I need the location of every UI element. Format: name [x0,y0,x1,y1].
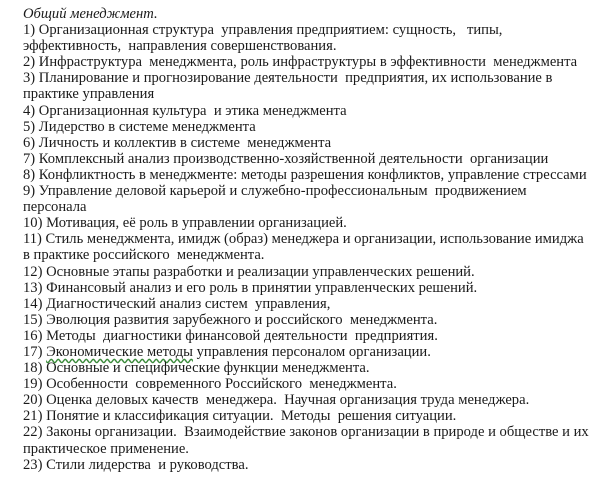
topic-text: 1) Организационная структура управления предприятием: сущность, типы, [23,22,503,39]
topic-text: 2) Инфраструктура менеджмента, роль инфраструктуры в эффективности менеджмента [23,54,578,71]
list-item [23,54,604,70]
list-item [23,457,604,473]
spellcheck-underlined-phrase: Экономические методы [46,343,193,360]
topic-text-continued: в практике российского менеджмента. [23,247,265,264]
list-item [23,344,604,360]
topic-text: 11) Стиль менеджмента, имидж (образ) менеджера и организации, использование имиджа [23,231,584,248]
topic-text: 19) Особенности современного Российского менеджмента. [23,376,397,393]
list-item [23,424,604,440]
list-item [23,103,604,119]
topic-text: 20) Оценка деловых качеств менеджера. Научная организация труда менеджера. [23,392,530,409]
list-item [23,312,604,328]
list-item [23,215,604,231]
list-item [23,280,604,296]
list-item [23,183,604,199]
list-item [23,296,604,312]
topic-text: 9) Управление деловой карьерой и служебно-профессиональным продвижением [23,183,527,200]
list-item [23,392,604,408]
topic-text: 16) Методы диагностики финансовой деятельности предприятия. [23,327,438,344]
list-item [23,247,604,263]
list-item [23,86,604,102]
topic-text: 3) Планирование и прогнозирование деятельности предприятия, их использование в [23,70,553,87]
topic-text-rest: управления персоналом организации. [192,343,431,360]
topic-text: 15) Эволюция развития зарубежного и российского менеджмента. [23,311,438,328]
list-item [23,441,604,457]
list-item [23,360,604,376]
list-item [23,167,604,183]
list-item [23,38,604,54]
document-title: Общий менеджмент. [23,6,158,22]
list-item [23,119,604,135]
topic-text-continued: практическое применение. [23,440,189,457]
list-item [23,135,604,151]
topic-text: 14) Диагностический анализ систем управления, [23,295,331,312]
topic-text: 10) Мотивация, её роль в управлении организацией. [23,215,347,232]
topic-text-continued: эффективность, направления совершенствования. [23,38,337,55]
list-item [23,231,604,247]
topic-text: 23) Стили лидерства и руководства. [23,456,249,473]
list-item [23,199,604,215]
topic-text: 13) Финансовый анализ и его роль в принятии управленческих решений. [23,279,478,296]
topic-text-continued: практике управления [23,86,155,103]
topic-text: 12) Основные этапы разработки и реализации управленческих решений. [23,263,475,280]
topic-text-continued: персонала [23,199,87,216]
list-item [23,70,604,86]
list-item [23,22,604,38]
list-item [23,408,604,424]
list-item [23,151,604,167]
topic-number: 17) [23,343,47,360]
list-item [23,376,604,392]
topic-text: 18) Основные и специфические функции менеджмента. [23,360,370,377]
topic-text: 8) Конфликтность в менеджменте: методы разрешения конфликтов, управление стрессами [23,166,587,183]
topic-text: 4) Организационная культура и этика менеджмента [23,102,347,119]
topic-text: 22) Законы организации. Взаимодействие законов организации в природе и обществе и их [23,424,589,441]
list-item [23,264,604,280]
list-item [23,328,604,344]
topic-text: 21) Понятие и классификация ситуации. Методы решения ситуации. [23,408,457,425]
topic-text: 7) Комплексный анализ производственно-хозяйственной деятельности организации [23,150,549,167]
topic-list [23,22,604,473]
topic-text [23,344,431,360]
topic-text: 6) Личность и коллектив в системе менеджмента [23,134,332,151]
topic-text: 5) Лидерство в системе менеджмента [23,118,256,135]
